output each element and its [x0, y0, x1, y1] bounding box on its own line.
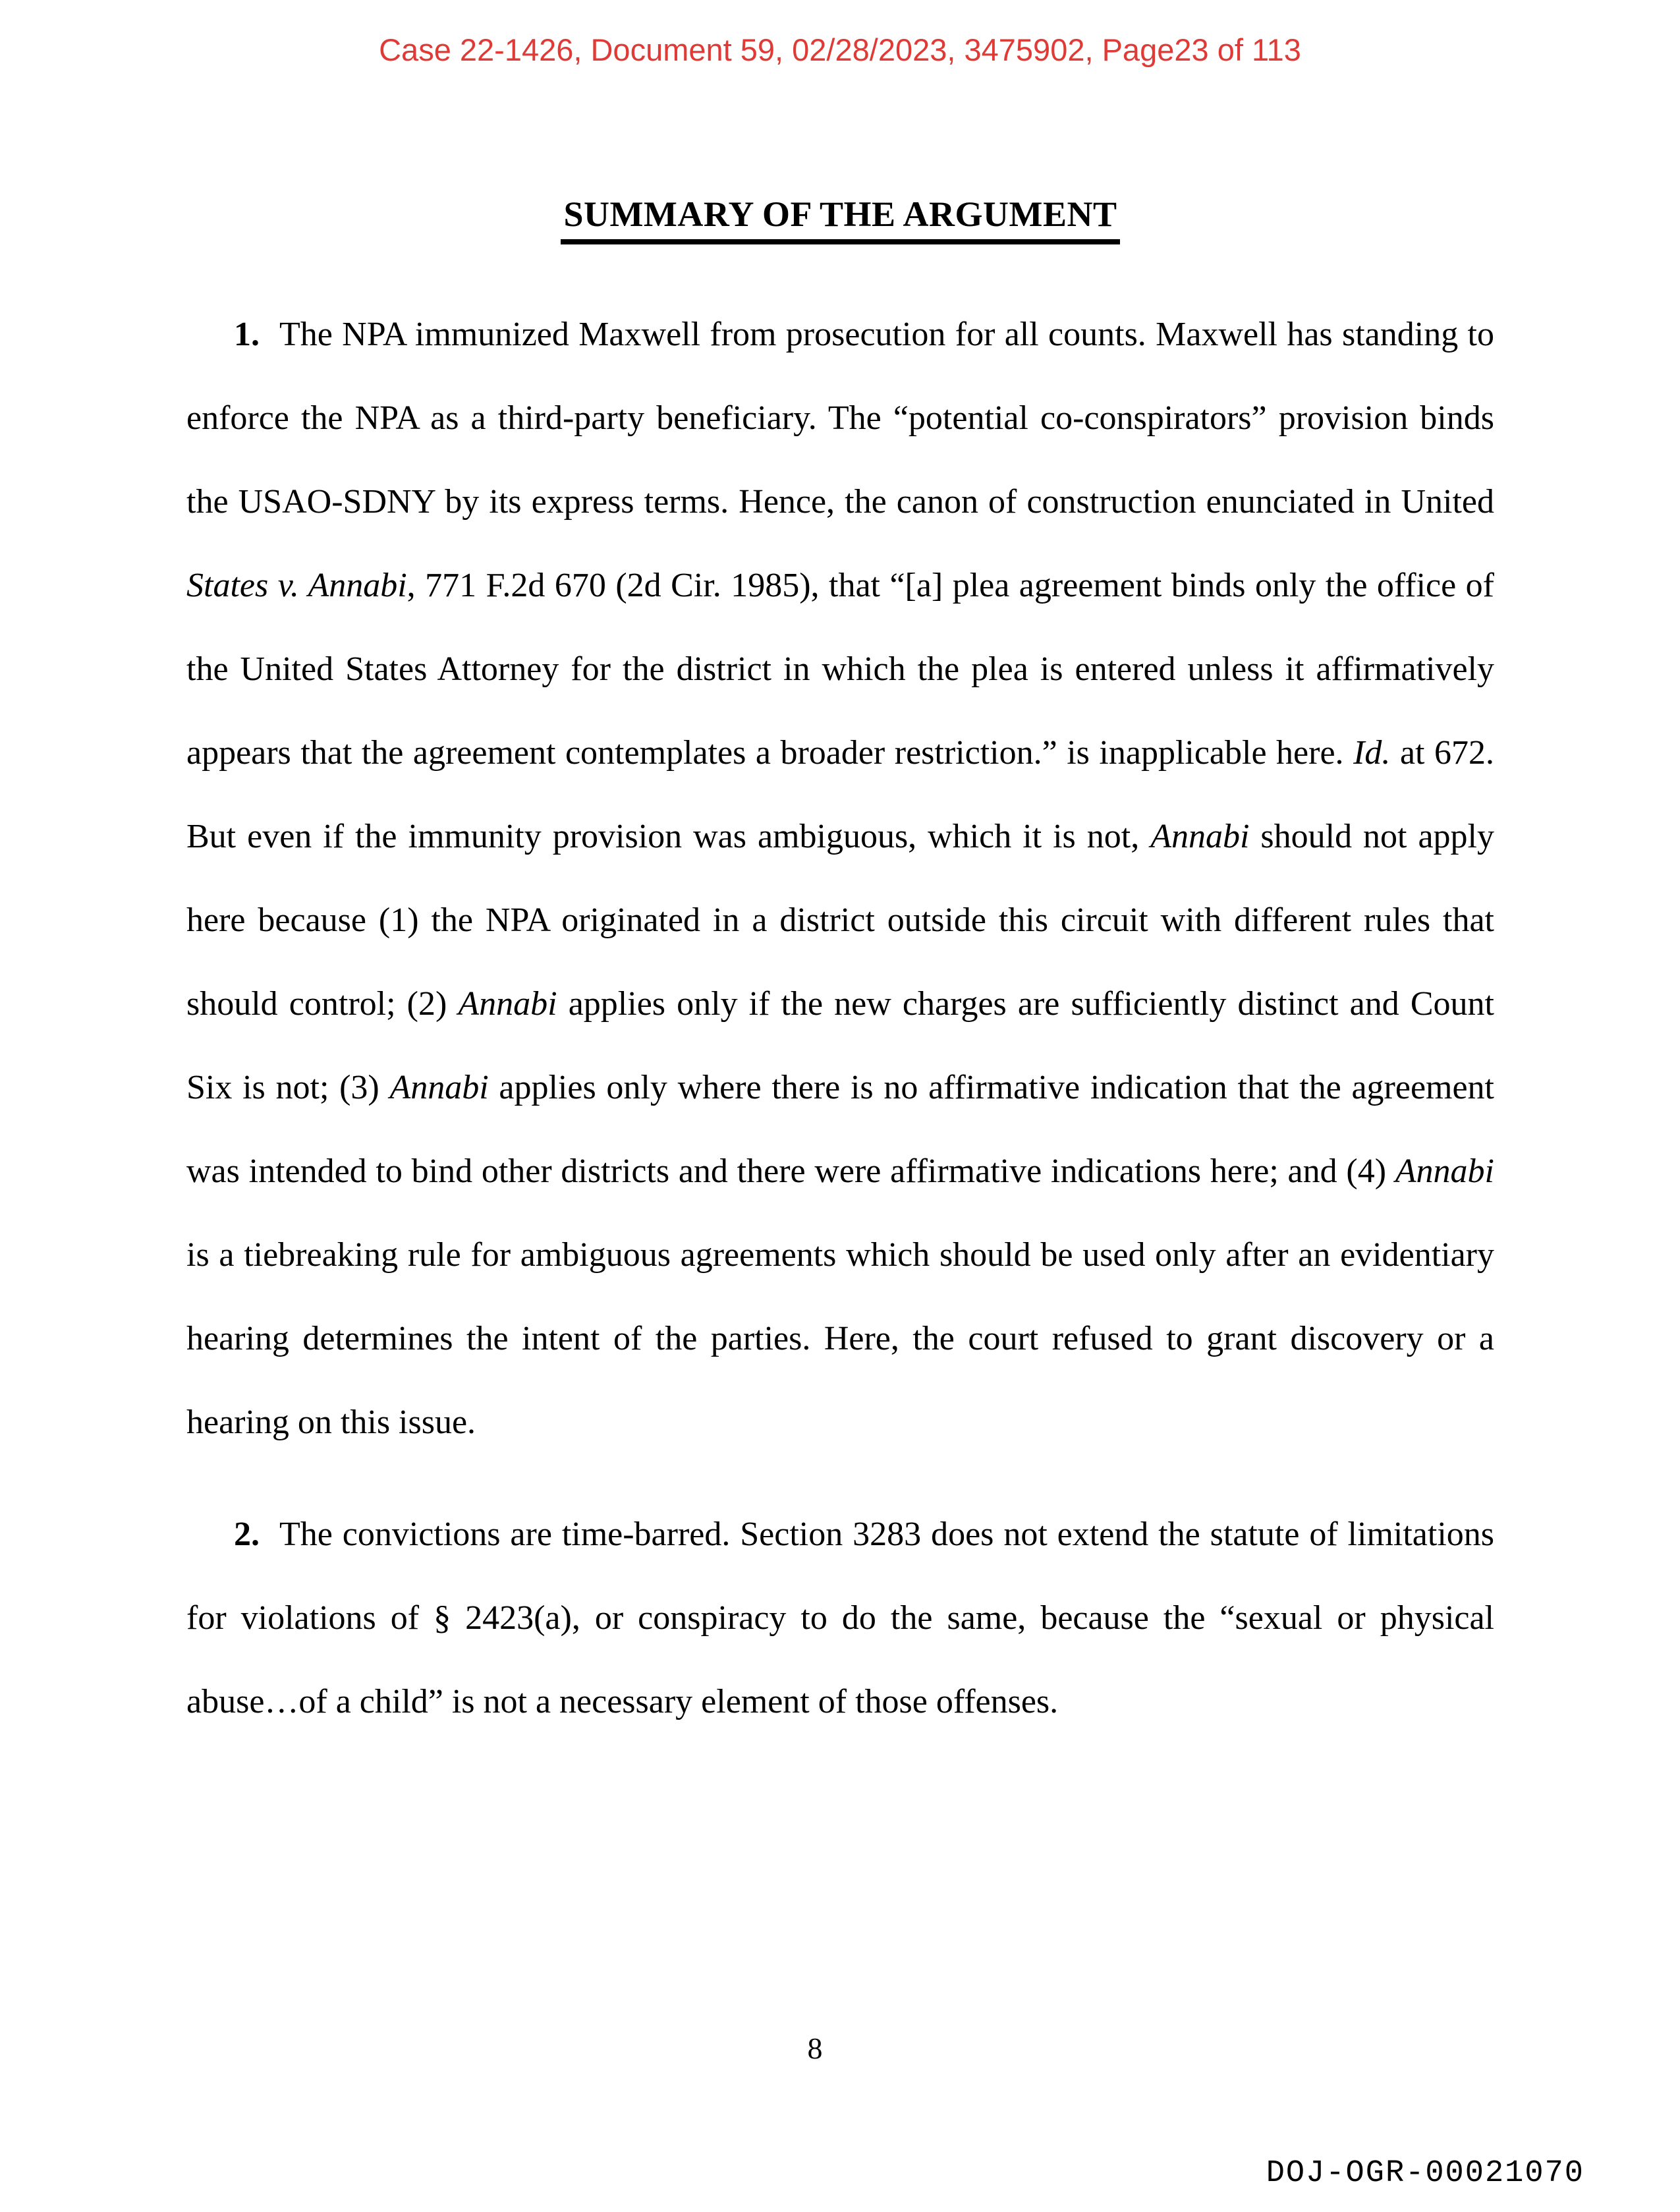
text-segment: Annabi	[1150, 817, 1250, 855]
text-segment: at 672. But even if the immunity provision was ambiguous, which it is not,	[186, 733, 1494, 855]
document-body	[0, 194, 1680, 1744]
body-paragraph	[186, 293, 1494, 1464]
text-segment: should not apply here because (1) the NPA originated in a district outside this circuit with different rules that should control; (2)	[186, 817, 1494, 1023]
text-segment: applies only if the new charges are sufficiently distinct and Count Six is not; (3)	[186, 984, 1494, 1106]
text-segment: Annabi	[389, 1068, 489, 1106]
bates-number: DOJ-OGR-00021070	[1266, 2156, 1584, 2191]
page-title-text: SUMMARY OF THE ARGUMENT	[561, 194, 1119, 244]
body-paragraph	[186, 1492, 1494, 1744]
paragraphs-container	[186, 293, 1494, 1744]
paragraph-number: 1.	[234, 315, 260, 353]
text-segment: Id.	[1353, 733, 1391, 772]
page-number: 8	[807, 2031, 823, 2065]
paragraph-number: 2.	[234, 1515, 260, 1553]
text-segment: is a tiebreaking rule for ambiguous agreements which should be used only after an evidentiary hearing determines the intent of the parties. Here, the court refused to grant discovery or a hearing on this issue.	[186, 1235, 1494, 1441]
page-title	[186, 194, 1494, 235]
text-segment: Annabi	[1395, 1152, 1494, 1190]
text-segment: applies only where there is no affirmative indication that the agreement was intended to bind other districts and there were affirmative indications here; and (4)	[186, 1068, 1495, 1190]
text-segment: States v. Annabi	[186, 566, 407, 604]
text-segment: The convictions are time-barred. Section 3283 does not extend the statute of limitations for violations of § 2423(a), or conspiracy to do the same, because the “sexual or physical abuse…of a child” is not a necessary element of those offenses.	[186, 1515, 1494, 1720]
text-segment: The NPA immunized Maxwell from prosecution for all counts. Maxwell has standing to enforce the NPA as a third-party beneficiary. The “potential co-conspirators” provision binds the USAO-SDNY by its express terms. Hence, the canon of construction enunciated in United	[186, 315, 1494, 521]
case-stamp: Case 22-1426, Document 59, 02/28/2023, 3475902, Page23 of 113	[379, 32, 1301, 67]
text-segment: Annabi	[458, 984, 557, 1023]
text-segment: , 771 F.2d 670 (2d Cir. 1985), that “[a] plea agreement binds only the office of the United States Attorney for the district in which the plea is entered unless it affirmatively appears that the agreement contemplates a broader restriction.” is inapplicable here.	[186, 566, 1495, 772]
